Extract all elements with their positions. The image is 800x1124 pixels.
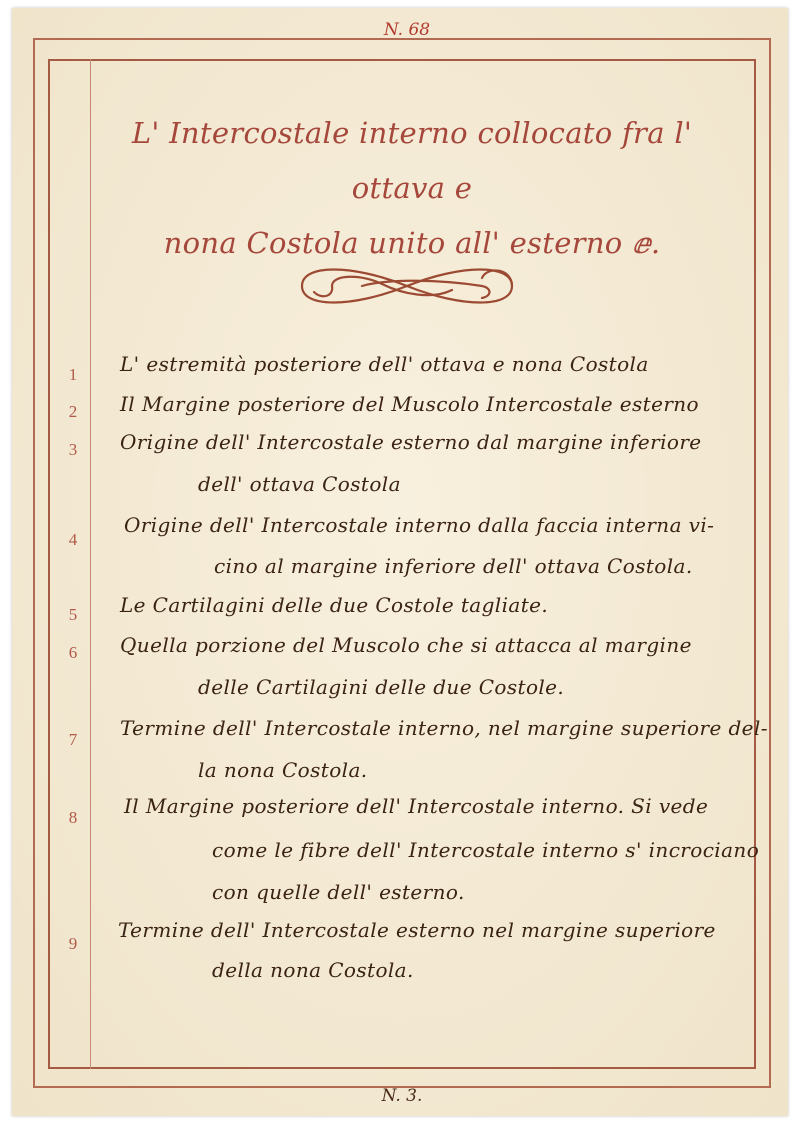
entry-9-line-1: Termine dell' Intercostale esterno nel margine superiore bbox=[118, 918, 716, 942]
entry-6-line-1: Quella porzione del Muscolo che si attacca al margine bbox=[120, 633, 692, 657]
entry-2-line-1: Il Margine posteriore del Muscolo Intercostale esterno bbox=[120, 392, 700, 416]
manuscript-page bbox=[12, 8, 788, 1116]
entry-number-5: 5 bbox=[68, 605, 78, 624]
entry-3-line-1: Origine dell' Intercostale esterno dal margine inferiore bbox=[120, 430, 702, 454]
entry-1-line-1: L' estremità posteriore dell' ottava e nona Costola bbox=[120, 352, 649, 376]
entry-9-line-2: della nona Costola. bbox=[212, 958, 414, 982]
left-margin-rule bbox=[90, 59, 91, 1069]
folio-number-bottom: N. 3. bbox=[381, 1086, 423, 1106]
entry-number-3: 3 bbox=[68, 440, 78, 459]
entry-8-line-1: Il Margine posteriore dell' Intercostale interno. Si vede bbox=[124, 794, 709, 818]
entry-7-line-2: la nona Costola. bbox=[198, 758, 368, 782]
entry-number-1: 1 bbox=[68, 365, 78, 384]
entry-number-8: 8 bbox=[68, 808, 78, 827]
entry-3-line-2: dell' ottava Costola bbox=[198, 472, 401, 496]
title-line-1: L' Intercostale interno collocato fra l' ottava e bbox=[131, 116, 693, 205]
entry-number-2: 2 bbox=[68, 402, 78, 421]
title-line-2: nona Costola unito all' esterno ⅇ. bbox=[163, 226, 661, 260]
entry-number-9: 9 bbox=[68, 934, 78, 953]
folio-number-top: N. 68 bbox=[383, 20, 431, 40]
entry-4-line-1: Origine dell' Intercostale interno dalla faccia interna vi- bbox=[124, 513, 715, 537]
page-title bbox=[92, 106, 732, 271]
entry-5-line-1: Le Cartilagini delle due Costole tagliate. bbox=[120, 593, 549, 617]
entry-number-6: 6 bbox=[68, 643, 78, 662]
entry-number-4: 4 bbox=[68, 530, 78, 549]
entry-8-line-3: con quelle dell' esterno. bbox=[212, 880, 465, 904]
entry-number-7: 7 bbox=[68, 730, 78, 749]
entry-6-line-2: delle Cartilagini delle due Costole. bbox=[198, 675, 565, 699]
ornamental-flourish bbox=[292, 256, 522, 316]
entry-4-line-2: cino al margine inferiore dell' ottava Costola. bbox=[214, 554, 693, 578]
entry-7-line-1: Termine dell' Intercostale interno, nel margine superiore del- bbox=[120, 716, 768, 740]
entry-8-line-2: come le fibre dell' Intercostale interno s' incrociano bbox=[212, 838, 760, 862]
